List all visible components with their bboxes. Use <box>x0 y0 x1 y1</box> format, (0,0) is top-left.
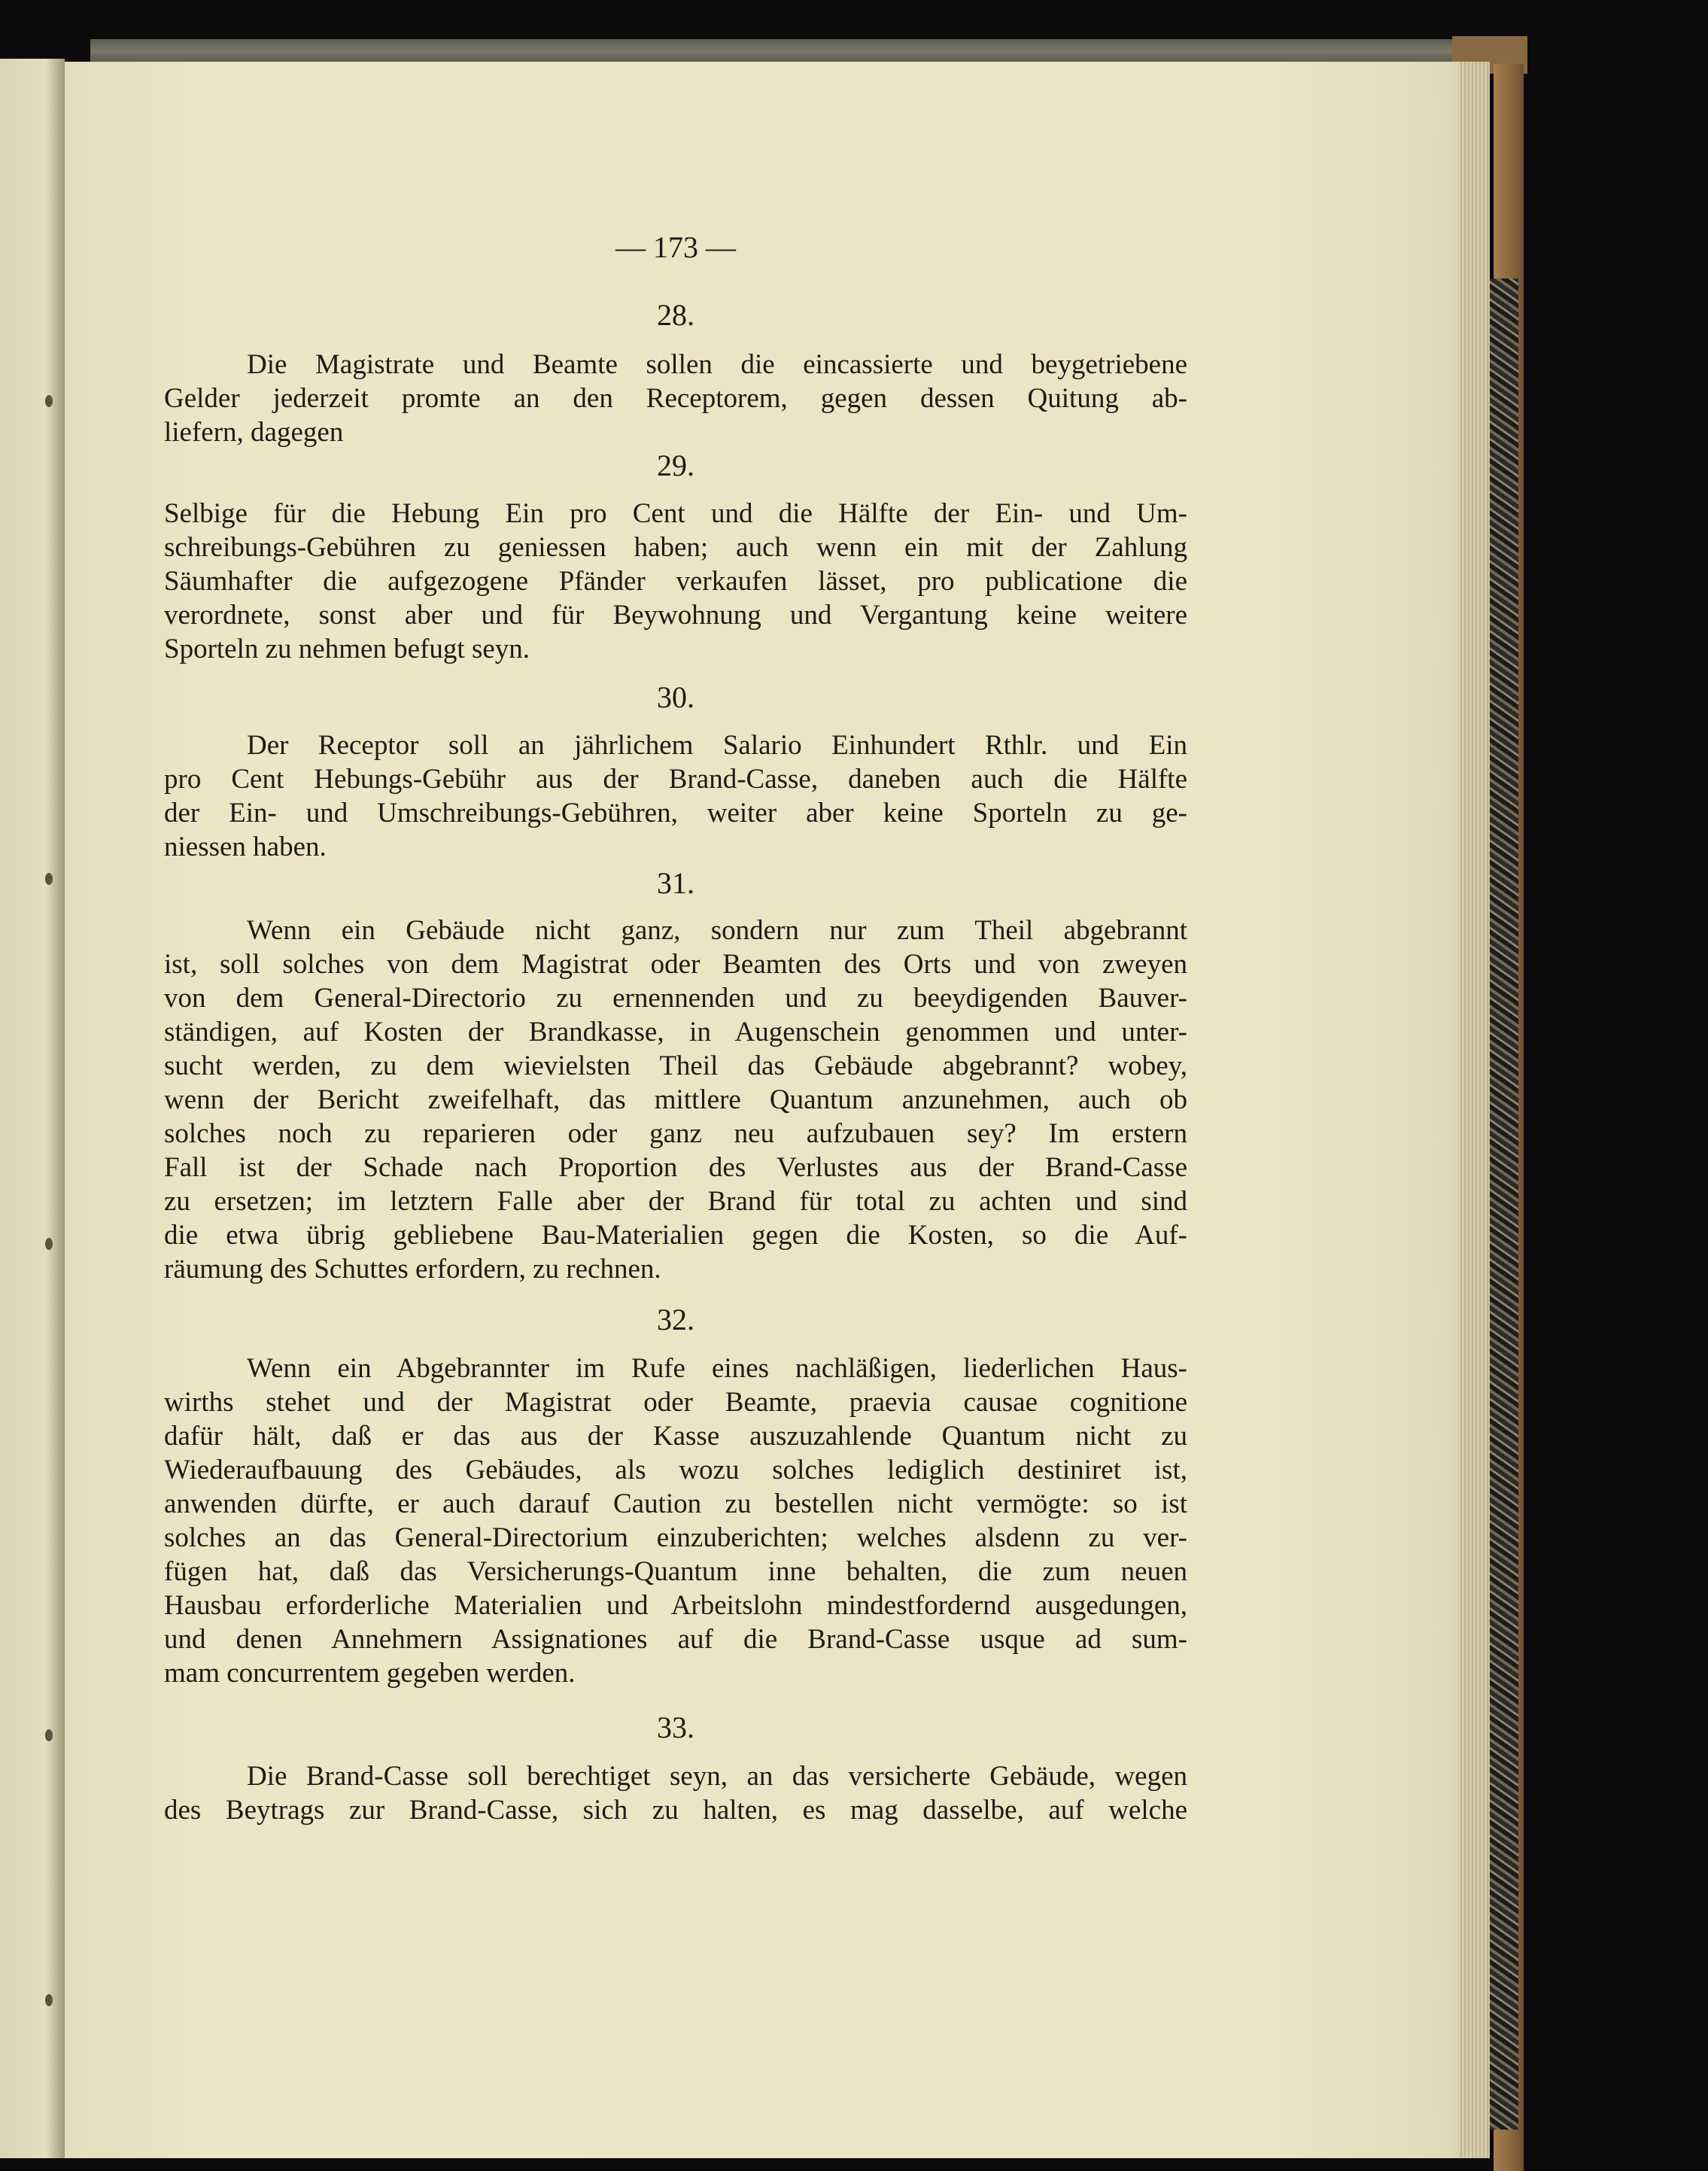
binding-hole <box>45 1994 53 2006</box>
marbled-cover-edge <box>1488 278 1518 2130</box>
text-line: mam concurrentem gegeben werden. <box>164 1658 576 1689</box>
text-line: Hausbau erforderliche Materialien und Arbeitslohn mindestfordernd ausgedungen, <box>164 1590 1187 1621</box>
text-line: räumung des Schuttes erfordern, zu rechnen. <box>164 1254 661 1285</box>
text-line: wirths stehet und der Magistrat oder Beamte, praevia causae cognitione <box>164 1387 1187 1418</box>
text-line: schreibungs-Gebühren zu geniessen haben; auch wenn ein mit der Zahlung <box>164 532 1187 563</box>
text-line: Der Receptor soll an jährlichem Salario Einhundert Rthlr. und Ein <box>247 730 1187 761</box>
text-line: des Beytrags zur Brand-Casse, sich zu halten, es mag dasselbe, auf welche <box>164 1795 1187 1826</box>
text-line: sucht werden, zu dem wievielsten Theil das Gebäude abgebrannt? wobey, <box>164 1051 1187 1081</box>
text-line: solches noch zu reparieren oder ganz neu aufzubauen sey? Im erstern <box>164 1118 1187 1149</box>
text-line: Wenn ein Abgebrannter im Rufe eines nachläßigen, liederlichen Haus- <box>247 1353 1187 1384</box>
page-stack-edges <box>1458 62 1488 2158</box>
text-line: Die Brand-Casse soll berechtiget seyn, an das versicherte Gebäude, wegen <box>247 1761 1187 1792</box>
text-line: die etwa übrig gebliebene Bau-Materialien gegen die Kosten, so die Auf- <box>164 1220 1187 1251</box>
section-paragraph <box>164 348 1187 449</box>
section-paragraph <box>164 1352 1187 1690</box>
text-line: liefern, dagegen <box>164 417 344 448</box>
section-paragraph <box>164 1759 1187 1827</box>
text-line: wenn der Bericht zweifelhaft, das mittlere Quantum anzunehmen, auch ob <box>164 1084 1187 1115</box>
section-paragraph <box>164 728 1187 864</box>
binding-hole <box>45 395 53 407</box>
text-line: Gelder jederzeit promte an den Receptorem, gegen dessen Quitung ab- <box>164 383 1187 414</box>
text-line: Wiederaufbauung des Gebäudes, als wozu solches lediglich destiniret ist, <box>164 1455 1187 1485</box>
binding-hole <box>45 1729 53 1741</box>
text-line: ständigen, auf Kosten der Brandkasse, in Augenschein genommen und unter- <box>164 1017 1187 1047</box>
text-line: anwenden dürfte, er auch darauf Caution zu bestellen nicht vermögte: so ist <box>164 1488 1187 1519</box>
text-line: der Ein- und Umschreibungs-Gebühren, weiter aber keine Sporteln zu ge- <box>164 798 1187 829</box>
text-line: ist, soll solches von dem Magistrat oder Beamten des Orts und von zweyen <box>164 949 1187 980</box>
section-number: 28. <box>657 298 694 332</box>
text-line: und denen Annehmern Assignationes auf die Brand-Casse usque ad sum- <box>164 1624 1187 1655</box>
section-number: 31. <box>657 866 694 900</box>
text-line: Fall ist der Schade nach Proportion des Verlustes aus der Brand-Casse <box>164 1152 1187 1183</box>
binding-hole <box>45 1238 53 1250</box>
binding-hole <box>45 873 53 885</box>
text-line: Selbige für die Hebung Ein pro Cent und die Hälfte der Ein- und Um- <box>164 498 1187 529</box>
text-line: pro Cent Hebungs-Gebühr aus der Brand-Casse, daneben auch die Hälfte <box>164 764 1187 795</box>
text-line: Wenn ein Gebäude nicht ganz, sondern nur zum Theil abgebrannt <box>247 915 1187 946</box>
section-number: 30. <box>657 680 694 714</box>
text-line: Sporteln zu nehmen befugt seyn. <box>164 634 530 664</box>
text-line: Säumhafter die aufgezogene Pfänder verkaufen lässet, pro publicatione die <box>164 566 1187 597</box>
text-line: solches an das General-Directorium einzuberichten; welches alsdenn zu ver- <box>164 1522 1187 1553</box>
section-number: 33. <box>657 1710 694 1744</box>
text-line: niessen haben. <box>164 832 327 862</box>
text-line: fügen hat, daß das Versicherungs-Quantum inne behalten, die zum neuen <box>164 1556 1187 1587</box>
section-paragraph <box>164 914 1187 1286</box>
section-number: 32. <box>657 1303 694 1336</box>
text-line: dafür hält, daß er das aus der Kasse auszuzahlende Quantum nicht zu <box>164 1421 1187 1452</box>
text-line: Die Magistrate und Beamte sollen die eincassierte und beygetriebene <box>247 349 1187 380</box>
section-paragraph <box>164 497 1187 666</box>
text-line: von dem General-Directorio zu ernennenden und zu beeydigenden Bauver- <box>164 983 1187 1014</box>
section-number: 29. <box>657 448 694 482</box>
text-line: zu ersetzen; im letztern Falle aber der Brand für total zu achten und sind <box>164 1186 1187 1217</box>
text-line: verordnete, sonst aber und für Beywohnung und Vergantung keine weitere <box>164 600 1187 631</box>
page-number: — 173 — <box>615 230 736 264</box>
